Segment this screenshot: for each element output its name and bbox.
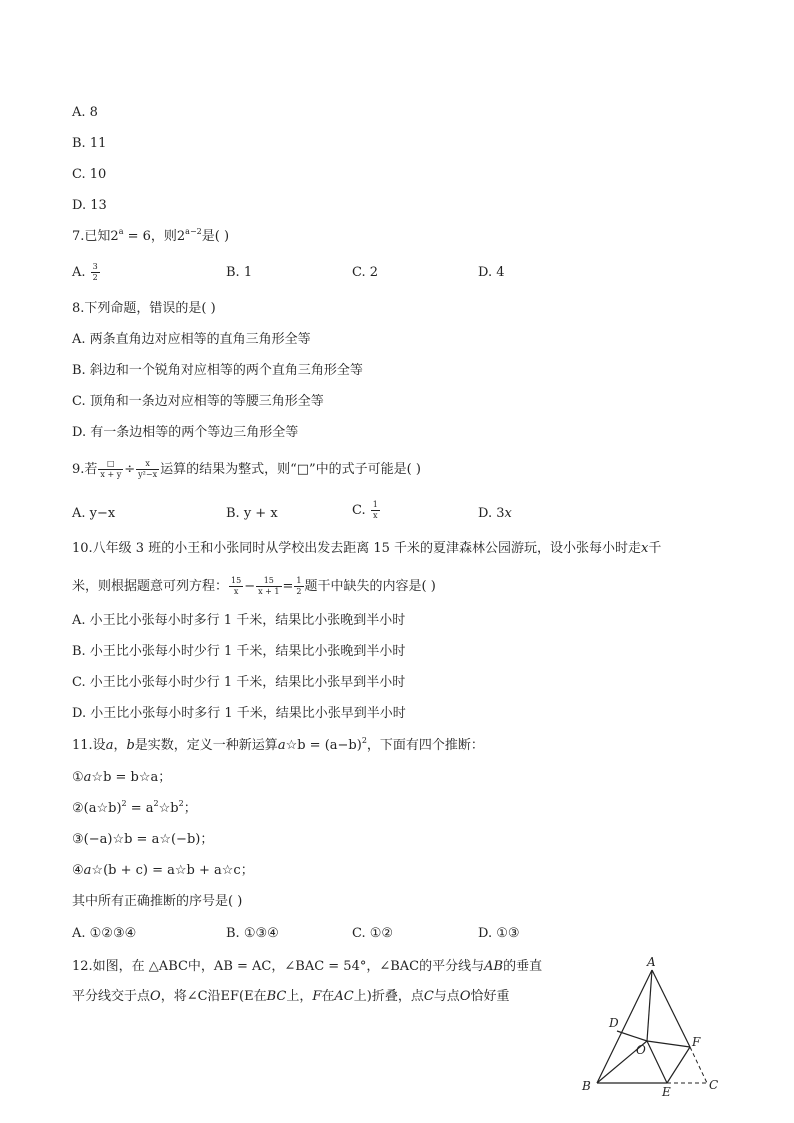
fraction-numerator: 1: [372, 500, 378, 509]
q12-l2-v3: F: [312, 989, 322, 1004]
q7-prefix: 7.已知2: [72, 229, 119, 244]
q12-l2-v4: AC: [334, 989, 354, 1004]
segment-of: [647, 1041, 690, 1047]
q12-l1-text: 12.如图，在 △ABC中，AB = AC，∠BAC = 54°，∠BAC的平分线与: [72, 959, 485, 974]
label-c: C: [709, 1078, 719, 1092]
q10-line1-end: 千: [648, 541, 662, 556]
fraction-numerator: 15: [231, 576, 242, 585]
dashed-segment-fc: [690, 1047, 707, 1083]
q11-stem-e: ，下面有四个推断：: [366, 738, 484, 753]
q6-option-c: C. 10: [72, 167, 107, 182]
label-a: A: [647, 955, 656, 969]
q11-ask: 其中所有正确推断的序号是( ): [72, 894, 243, 909]
q11-s4-var: a: [83, 863, 92, 878]
fraction-numerator: 15: [256, 576, 281, 587]
q10-eq-minus: −: [244, 579, 256, 594]
segment-ao: [647, 970, 652, 1041]
q9-stem: [72, 459, 421, 480]
q11-var-a2: a: [277, 738, 286, 753]
q11-option-b: B. ①③④: [226, 926, 279, 941]
q12-l2-e: 上)折叠，点: [353, 989, 424, 1004]
segment-ab: [597, 970, 652, 1083]
q7-option-b: B. 1: [226, 265, 253, 280]
q11-s2-a: ②(a☆b): [72, 801, 122, 816]
q10-eq-fraction-3: [294, 576, 303, 597]
q11-s4-num: ④: [72, 863, 84, 878]
segment-ef: [667, 1047, 690, 1083]
q9-fraction-2: [136, 459, 159, 480]
q6-option-a: A. 8: [72, 105, 98, 120]
q11-s2-sup2: 2: [153, 799, 159, 808]
q12-l2-v2: BC: [266, 989, 287, 1004]
q10-option-d: D. 小王比小张每小时多行 1 千米，结果比小张早到半小时: [72, 706, 406, 721]
q7-option-a: [72, 262, 101, 283]
q11-s4-text: ☆(b + c) = a☆b + a☆c；: [91, 863, 254, 878]
fraction-denominator: x: [233, 587, 239, 596]
q8-option-d: D. 有一条边相等的两个等边三角形全等: [72, 425, 299, 440]
q9-option-c-label: C.: [352, 503, 366, 518]
q10-stem-line2: [72, 576, 436, 597]
fraction-numerator: x: [136, 459, 159, 470]
q8-option-a: A. 两条直角边对应相等的直角三角形全等: [72, 332, 311, 347]
q9-option-a: A. y−x: [72, 506, 116, 521]
q9-option-d-label: D. 3: [478, 506, 505, 521]
label-e: E: [662, 1085, 671, 1099]
fraction-denominator: 2: [296, 587, 302, 596]
q11-statement-1: [72, 769, 171, 787]
q12-triangle-figure: [575, 955, 755, 1100]
label-f: F: [692, 1035, 701, 1049]
q11-s2-sup1: 2: [121, 799, 127, 808]
q10-line1-text: 10.八年级 3 班的小王和小张同时从学校出发去距离 15 千米的夏津森林公园游玩，设小张每小时走: [72, 541, 642, 556]
q11-s1-var: a: [83, 770, 92, 785]
q9-suffix: 运算的结果为整式，则“□”中的式子可能是( ): [160, 462, 421, 477]
q11-statement-3: ③(−a)☆b = a☆(−b)；: [72, 832, 214, 847]
fraction-numerator: 1: [296, 576, 302, 585]
q11-option-c: C. ①②: [352, 926, 394, 941]
q7-suffix: 是( ): [201, 229, 230, 244]
q10-stem-line1: [72, 540, 661, 558]
q12-l1-end: 的垂直: [503, 959, 543, 974]
q6-option-d: D. 13: [72, 198, 107, 213]
q7-option-a-fraction: [91, 262, 100, 283]
segment-oe: [647, 1041, 667, 1083]
q11-stem-a: 11.设: [72, 738, 106, 753]
q9-option-c: [352, 500, 381, 521]
fraction-denominator: x: [373, 511, 378, 520]
q8-option-c: C. 顶角和一条边对应相等的等腰三角形全等: [72, 394, 324, 409]
segment-do: [617, 1031, 647, 1041]
q9-option-d: [478, 505, 512, 523]
q7-exponent-2: a−2: [185, 227, 202, 236]
q10-eq-fraction-1: [229, 576, 243, 597]
fraction-numerator: 3: [92, 262, 98, 271]
q9-divide-sign: ÷: [124, 462, 136, 477]
q10-line1-var: x: [641, 541, 649, 556]
q6-option-b: B. 11: [72, 136, 107, 151]
q9-option-d-var: x: [504, 506, 512, 521]
q10-option-a: A. 小王比小张每小时多行 1 千米，结果比小张晚到半小时: [72, 613, 406, 628]
q7-option-d: D. 4: [478, 265, 505, 280]
q8-option-b: B. 斜边和一个锐角对应相等的两个直角三角形全等: [72, 363, 363, 378]
q12-l2-v6: O: [459, 989, 471, 1004]
q11-exponent: 2: [361, 736, 367, 745]
fraction-denominator: x + 1: [258, 587, 280, 596]
fraction-denominator: y²−x: [138, 470, 158, 479]
q11-s2-b: = a: [126, 801, 154, 816]
q10-option-c: C. 小王比小张每小时少行 1 千米，结果比小张早到半小时: [72, 675, 406, 690]
q11-option-a: A. ①②③④: [72, 926, 137, 941]
q12-l2-a: 平分线交于点: [72, 989, 151, 1004]
q11-statement-4: [72, 862, 254, 880]
q12-l1-var: AB: [484, 959, 504, 974]
q9-option-c-fraction: [371, 500, 380, 521]
q11-s2-c: ☆b: [158, 801, 179, 816]
q7-option-c: C. 2: [352, 265, 379, 280]
q12-l2-f: 与点: [433, 989, 460, 1004]
q12-l2-d: 在: [321, 989, 335, 1004]
q12-stem-line2: [72, 988, 510, 1006]
q7-option-a-label: A.: [72, 265, 86, 280]
q10-line2-end: 题干中缺失的内容是( ): [304, 579, 436, 594]
q11-option-d: D. ①③: [478, 926, 520, 941]
q11-var-b: b: [126, 738, 135, 753]
fraction-denominator: x + y: [100, 470, 122, 479]
q11-s1-text: ☆b = b☆a；: [91, 770, 172, 785]
q7-exponent-1: a: [118, 227, 124, 236]
q7-mid: = 6，则2: [123, 229, 186, 244]
q11-stem-c: 是实数，定义一种新运算: [134, 738, 278, 753]
q12-l2-b: ，将∠C沿EF(E在: [160, 989, 267, 1004]
q11-var-a: a: [105, 738, 114, 753]
q11-s1-num: ①: [72, 770, 84, 785]
q10-option-b: B. 小王比小张每小时少行 1 千米，结果比小张晚到半小时: [72, 644, 406, 659]
label-d: D: [609, 1016, 619, 1030]
fraction-denominator: 2: [92, 273, 98, 282]
q11-statement-2: [72, 800, 197, 818]
q10-eq-fraction-2: [256, 576, 281, 597]
label-b: B: [582, 1079, 591, 1093]
q10-line2-text: 米，则根据题意可列方程：: [72, 579, 229, 594]
q12-l2-v1: O: [150, 989, 161, 1004]
q12-l2-g: 恰好重: [470, 989, 510, 1004]
segment-af: [652, 970, 690, 1047]
q12-stem-line1: [72, 958, 542, 976]
label-o: O: [636, 1043, 646, 1057]
q8-stem: 8.下列命题，错误的是( ): [72, 301, 216, 316]
q11-stem-d: ☆b = (a−b): [285, 738, 362, 753]
q12-l2-c: 上，: [286, 989, 313, 1004]
q9-option-b: B. y + x: [226, 506, 278, 521]
q7-stem: [72, 228, 229, 246]
q10-eq-equals: =: [282, 579, 294, 594]
q11-s2-sup3: 2: [178, 799, 184, 808]
q11-stem-b: ，: [113, 738, 127, 753]
q12-l2-v5: C: [423, 989, 434, 1004]
q11-stem: [72, 737, 484, 755]
q9-prefix: 9.若: [72, 462, 98, 477]
q9-fraction-1: [98, 459, 123, 480]
fraction-numerator: □: [98, 459, 123, 470]
q11-s2-d: ；: [183, 801, 197, 816]
